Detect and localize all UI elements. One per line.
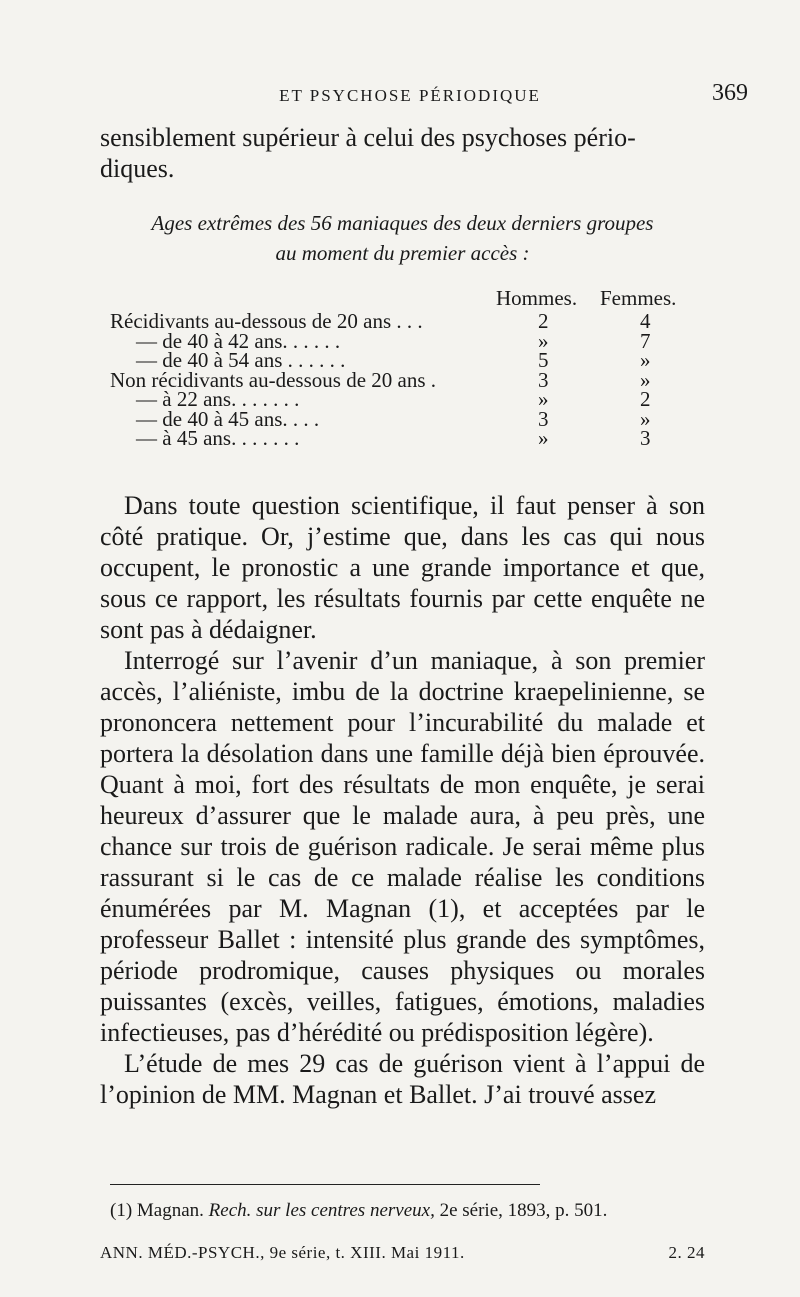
footnote-author: Magnan. xyxy=(136,1200,204,1221)
footnote-number: (1) xyxy=(110,1200,133,1221)
cell-hommes: » xyxy=(538,387,549,411)
table-row xyxy=(100,426,705,450)
cell-femmes: 7 xyxy=(640,328,651,353)
footnote xyxy=(100,1200,705,1222)
journal-reference: ANN. MÉD.-PSYCH., 9e série, t. XIII. Mai 1911. xyxy=(100,1243,465,1262)
age-table xyxy=(100,286,705,449)
running-title: ET PSYCHOSE PÉRIODIQUE xyxy=(279,86,541,105)
body-text xyxy=(100,490,705,1110)
paragraph: L’étude de mes 29 cas de guérison vient à l’appui de l’opinion de MM. Magnan et Ballet. J’ai trouvé assez xyxy=(100,1049,705,1109)
footnote-work: Rech. sur les centres nerveux, xyxy=(208,1200,435,1221)
intro-line: sensiblement supérieur à celui des psychoses pério- xyxy=(100,123,636,152)
cell-femmes: » xyxy=(640,406,651,431)
printer-signature xyxy=(100,1243,705,1263)
cell-femmes: » xyxy=(640,367,651,392)
row-label: — de 40 à 45 ans. . . . xyxy=(136,406,320,431)
page-number: 369 xyxy=(712,80,748,106)
cell-hommes: » xyxy=(538,426,549,450)
table-caption xyxy=(100,208,705,268)
row-label: — à 45 ans. . . . . . . xyxy=(136,426,300,450)
paragraph: Dans toute question scientifique, il faut penser à son côté pratique. Or, j’estime que, dans les cas qui nous occupent, le pronostic a une grande importance et que, sous ce rapport, les résultats fournis par cette enquête ne sont pas à dédaigner. xyxy=(100,491,705,644)
footnote-details: 2e série, 1893, p. 501. xyxy=(439,1200,608,1221)
cell-hommes: 3 xyxy=(538,406,549,431)
sheet-mark: 2. 24 xyxy=(668,1243,705,1262)
row-label: — de 40 à 54 ans . . . . . . xyxy=(136,348,346,372)
cell-femmes: 2 xyxy=(640,387,651,411)
row-label: Récidivants au-dessous de 20 ans . . . xyxy=(110,309,423,333)
cell-hommes: 5 xyxy=(538,348,549,372)
column-femmes: Femmes. xyxy=(600,286,677,310)
running-head xyxy=(60,80,760,120)
row-label: Non récidivants au-dessous de 20 ans . xyxy=(110,367,437,392)
cell-hommes: 2 xyxy=(538,309,549,333)
table-caption-line: Ages extrêmes des 56 maniaques des deux derniers groupes xyxy=(151,211,654,235)
footnote-rule xyxy=(110,1184,540,1185)
table-caption-line: au moment du premier accès : xyxy=(275,241,530,265)
row-label: — à 22 ans. . . . . . . xyxy=(136,387,300,411)
intro-paragraph xyxy=(100,122,705,184)
column-hommes: Hommes. xyxy=(496,286,578,310)
row-label: — de 40 à 42 ans. . . . . . xyxy=(136,328,341,353)
intro-line: diques. xyxy=(100,154,175,183)
cell-femmes: 3 xyxy=(640,426,651,450)
cell-hommes: » xyxy=(538,328,549,353)
cell-femmes: 4 xyxy=(640,309,651,333)
cell-femmes: » xyxy=(640,348,651,372)
paragraph: Interrogé sur l’avenir d’un maniaque, à son premier accès, l’aliéniste, imbu de la doctrine kraepelinienne, se prononcera nettement pour l’incurabilité du malade et portera la désolation dans une famille déjà bien éprouvée. Quant à moi, fort des résultats de mon enquête, je serai heureux d’assurer que le malade aura, à peu près, une chance sur trois de guérison radicale. Je serai même plus rassurant si le cas de ce malade réalise les conditions énumérées par M. Magnan (1), et acceptées par le professeur Ballet : intensité plus grande des symptômes, période prodromique, causes physiques ou morales puissantes (excès, veilles, fatigues, émotions, maladies infectieuses, pas d’hérédité ou prédisposition légère). xyxy=(100,646,705,1047)
cell-hommes: 3 xyxy=(538,367,549,392)
